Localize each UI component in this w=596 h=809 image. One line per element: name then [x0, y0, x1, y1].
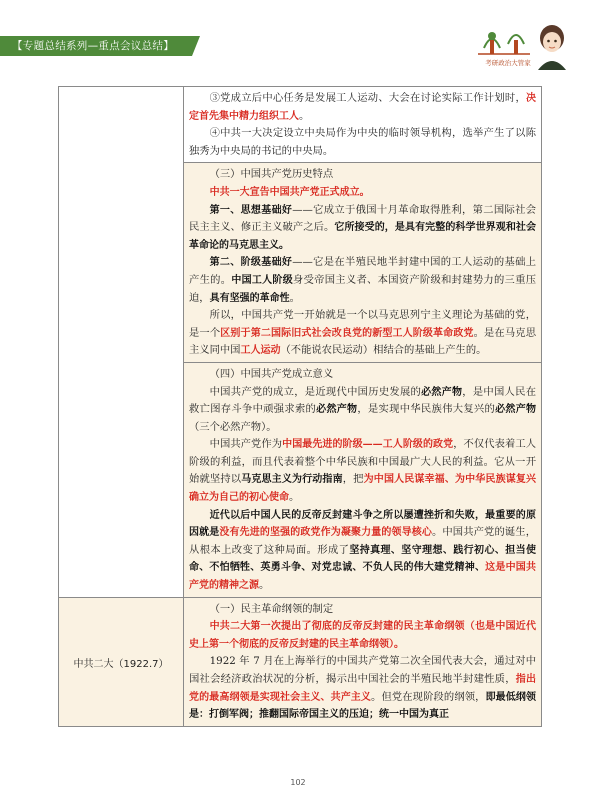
- highlight-text: 工人运动: [240, 345, 281, 357]
- text-run: ——它成立于俄国十月革命取得胜利，第二国际社会民主主义、修正主义破产之后。: [189, 203, 537, 234]
- highlight-text: 指出党的最高纲领是实现社会主义、共产主义: [189, 674, 537, 703]
- text-run: ，是实现中华民族伟大复兴的: [357, 403, 496, 416]
- paragraph: [189, 618, 536, 653]
- paragraph: [189, 507, 536, 595]
- highlight-text: 决定首先集中精力组织工人: [189, 93, 536, 122]
- bold-text: 它所接受的，是具有完整的科学世界观和社会革命论的马克思主义。: [189, 222, 537, 251]
- bold-text: 中国工人阶级: [231, 274, 293, 286]
- content-cell-features: [184, 163, 542, 363]
- brand-text: 考研政治大管家: [485, 59, 531, 67]
- paragraph: [189, 202, 536, 255]
- bold-text: 具有坚强的革命性: [209, 292, 290, 304]
- bold-text: 第二、阶级基础好: [209, 257, 293, 269]
- paragraph: [189, 307, 536, 360]
- text-run: ，是中国人民在救亡图存斗争中顽强求索的: [189, 385, 537, 416]
- section-heading: （一）民主革命纲领的制定: [209, 602, 334, 615]
- text-run: 所以，中国共产党一开始就是一个以马克思列宁主义理论为基础的党，是一个: [189, 309, 536, 339]
- meeting-label-cell-empty: [59, 87, 184, 598]
- meeting-label-cell: 中共二大（1922.7）: [59, 597, 184, 726]
- bold-text: 必然产物: [316, 404, 358, 416]
- bold-text: 、: [474, 562, 486, 574]
- bold-text: 坚持真理、坚守理想、践行初心、担当使命、不怕牺牲、英勇斗争、对党忠诚、不负人民的伟大建党精神: [189, 544, 537, 574]
- paragraph: [189, 184, 536, 202]
- text-run: 1922 年 7 月在上海举行的中国共产党第二次全国代表大会，通过对中国社会经济政治状况的分析，揭示出中国社会的半殖民地半封建性质，: [189, 655, 536, 685]
- table-row: [59, 597, 542, 726]
- highlight-text: 这是中国共产党的精神之源: [189, 562, 537, 592]
- text-run: ③党成立后中心任务是发展工人运动、大会在讨论实际工作计划时，: [209, 92, 526, 104]
- text-run: （三个必然产物）。: [189, 420, 277, 433]
- text-run: 中国共产党的成立，是近现代中国历史发展的: [209, 385, 422, 398]
- paragraph: [189, 254, 536, 307]
- text-run: 。: [289, 291, 300, 304]
- section-heading: （三）中国共产党历史特点: [209, 168, 334, 181]
- highlight-text: 中国最先进的阶级——工人阶级的政党: [282, 439, 454, 451]
- paragraph: [189, 90, 536, 125]
- paragraph: ④中共一大决定设立中央局作为中央的临时领导机构，选举产生了以陈独秀为中央局的书记的中央局。: [189, 127, 536, 157]
- text-run: ，把: [342, 473, 364, 486]
- bold-text: 必然产物: [495, 404, 537, 416]
- text-run: 。中国共产党的诞生，从根本上改变了这种局面。形成了: [189, 526, 537, 556]
- bold-text: 第一、思想基础好: [209, 204, 293, 216]
- text-run: （不能说农民运动）相结合的基础上产生的。: [280, 344, 487, 357]
- table-row: [59, 87, 542, 163]
- highlight-text: 中共一大宣告中国共产党正式成立。: [209, 186, 370, 198]
- text-run: 中国共产党作为: [209, 438, 283, 451]
- bold-text: 即最低纲领是：打倒军阀；推翻国际帝国主义的压迫；统一中国为真正: [189, 691, 537, 721]
- paragraph: [189, 653, 536, 723]
- text-run: 身受帝国主义者、本国资产阶级和封建势力的三重压迫，: [189, 273, 537, 304]
- paragraph: [189, 436, 536, 506]
- highlight-text: 没有先进的坚强的政党作为凝聚力量的领导核心: [219, 527, 432, 539]
- bold-text: 马克思主义为行动指南: [241, 474, 343, 486]
- content-cell-org: [184, 87, 542, 163]
- text-run: ——它是在半殖民地半封建中国的工人运动的基础上产生的。: [189, 256, 537, 286]
- highlight-text: 为中国人民谋幸福、为中华民族谋复兴确立为自己的初心使命: [189, 474, 537, 504]
- bold-text: 必然产物: [421, 386, 463, 398]
- text-run: 。: [289, 491, 300, 504]
- text-run: 。: [299, 109, 310, 122]
- text-run: ，不仅代表着工人阶级的利益，而且代表着整个中华民族和中国最广大人民的利益。它从一开始就坚持以: [189, 438, 537, 486]
- highlight-text: 区别于第二国际旧式社会改良党的新型工人阶级革命政党: [220, 327, 474, 339]
- page-number: 102: [290, 778, 306, 787]
- brand-logo: [478, 22, 568, 70]
- highlight-text: 中共二大第一次提出了彻底的反帝反封建的民主革命纲领（也是中国近代史上第一个彻底的反帝反封建的民主革命纲领）。: [189, 621, 536, 650]
- avatar-icon: [534, 22, 570, 70]
- section-heading: （四）中国共产党成立意义: [209, 367, 334, 380]
- content-cell-significance: [184, 362, 542, 597]
- text-run: 。: [259, 579, 270, 592]
- paragraph: [189, 384, 536, 437]
- bold-text: 近代以后中国人民的反帝反封建斗争之所以屡遭挫折和失败，最重要的原因就是: [189, 509, 536, 539]
- meeting-summary-table: [58, 86, 542, 727]
- text-run: 。是在马克思主义同中国: [189, 326, 537, 357]
- text-run: 。但党在现阶段的纲领，: [371, 690, 486, 703]
- series-title: 【专题总结系列—重点会议总结】: [12, 40, 174, 52]
- content-cell-second-congress: [184, 597, 542, 726]
